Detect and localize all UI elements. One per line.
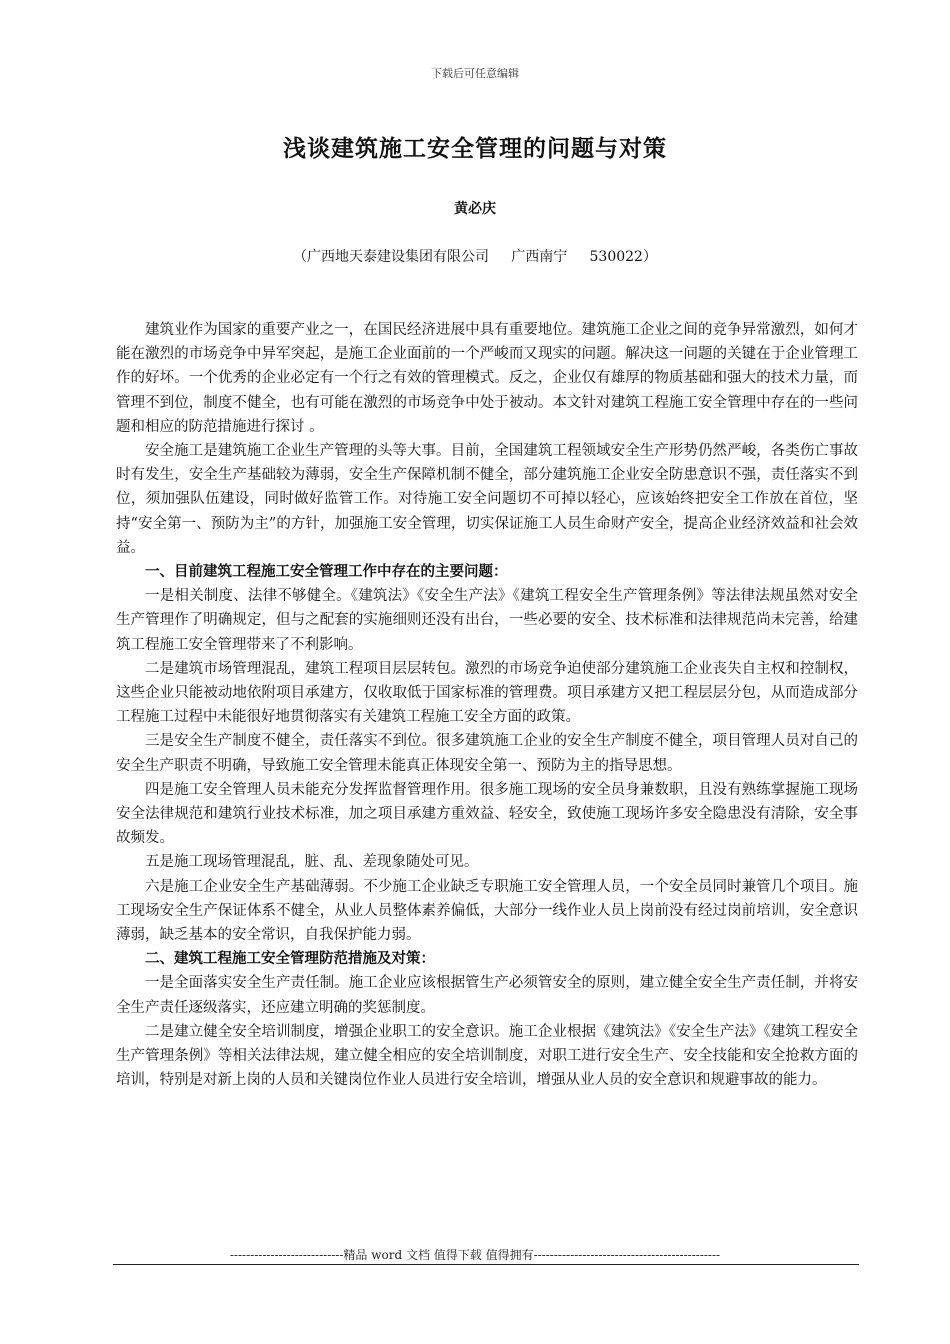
footer-text: ----------------------------精品 word 文档 值得下载 值得拥有---------------------------------------------- xyxy=(229,1248,721,1262)
section-heading-measures: 二、建筑工程施工安全管理防范措施及对策： xyxy=(145,950,435,968)
paragraph-problem-1: 一是相关制度、法律不够健全。《建筑法》《安全生产法》《建筑工程安全生产管理条例》等法律法规虽然对安全生产管理作了明确规定，但与之配套的实施细则还没有出台，一些必要的安全、技术标准和法律规范尚未完善，给建筑工程施工安全管理带来了不利影响。 xyxy=(116,588,858,653)
paragraph-intro: 建筑业作为国家的重要产业之一，在国民经济进展中具有重要地位。建筑施工企业之间的竞争异常激烈，如何才能在激烈的市场竞争中异军突起，是施工企业面前的一个严峻而又现实的问题。解决这一问题的关键在于企业管理工作的好坏。一个优秀的企业必定有一个行之有效的管理模式。反之，企业仅有雄厚的物质基础和强大的技术力量，而管理不到位，制度不健全，也有可能在激烈的市场竞争中处于被动。本文针对建筑工程施工安全管理中存在的一些问题和相应的防范措施进行探讨 。 xyxy=(116,322,858,435)
article-title: 浅谈建筑施工安全管理的问题与对策 xyxy=(283,135,667,162)
section-heading-problems: 一、目前建筑工程施工安全管理工作中存在的主要问题： xyxy=(145,563,508,581)
paragraph-problem-2: 二是建筑市场管理混乱，建筑工程项目层层转包。激烈的市场竞争迫使部分建筑施工企业丧失自主权和控制权，这些企业只能被动地依附项目承建方，仅收取低于国家标准的管理费。项目承建方又把工程层层分包，从而造成部分工程施工过程中未能很好地贯彻落实有关建筑工程施工安全方面的政策。 xyxy=(116,660,858,726)
author-affiliation: （广西地天泰建设集团有限公司 广西南宁 530022） xyxy=(293,249,657,265)
paragraph-problem-4: 四是施工安全管理人员未能充分发挥监督管理作用。很多施工现场的安全员身兼数职，且没有熟练掌握施工现场安全法律规范和建筑行业技术标准，加之项目承建方重效益、轻安全，致使施工现场许多安全隐患没有清除，安全事故频发。 xyxy=(116,781,858,847)
paragraph-measure-1: 一是全面落实安全生产责任制。施工企业应该根据管生产必须管安全的原则，建立健全安全生产责任制，并将安全生产责任逐级落实，还应建立明确的奖惩制度。 xyxy=(116,975,858,1016)
paragraph-problem-5: 五是施工现场管理混乱，脏、乱、差现象随处可见。 xyxy=(145,854,479,871)
header-note: 下载后可任意编辑 xyxy=(431,67,519,80)
author-name: 黄必庆 xyxy=(454,201,496,217)
paragraph-measure-2: 二是建立健全安全培训制度，增强企业职工的安全意识。施工企业根据《建筑法》《安全生产法》《建筑工程安全生产管理条例》等相关法律法规，建立健全相应的安全培训制度，对职工进行安全生产、安全技能和安全抢救方面的培训，特别是对新上岗的人员和关键岗位作业人员进行安全培训，增强从业人员的安全意识和规避事故的能力。 xyxy=(116,1023,858,1089)
paragraph-safety-priority: 安全施工是建筑施工企业生产管理的头等大事。目前，全国建筑工程领域安全生产形势仍然严峻，各类伤亡事故时有发生，安全生产基础较为薄弱，安全生产保障机制不健全，部分建筑施工企业安全防患意识不强，责任落实不到位，须加强队伍建设，同时做好监管工作。对待施工安全问题切不可掉以轻心，应该始终把安全工作放在首位，坚持“安全第一、预防为主”的方针，加强施工安全管理，切实保证施工人员生命财产安全，提高企业经济效益和社会效益。 xyxy=(116,443,858,556)
footer-divider xyxy=(113,1264,859,1265)
paragraph-problem-6: 六是施工企业安全生产基础薄弱。不少施工企业缺乏专职施工安全管理人员，一个安全员同时兼管几个项目。施工现场安全生产保证体系不健全，从业人员整体素养偏低，大部分一线作业人员上岗前没有经过岗前培训，安全意识薄弱，缺乏基本的安全常识，自我保护能力弱。 xyxy=(116,878,858,944)
article-body xyxy=(116,318,858,1093)
paragraph-problem-3: 三是安全生产制度不健全，责任落实不到位。很多建筑施工企业的安全生产制度不健全，项目管理人员对自己的安全生产职责不明确，导致施工安全管理未能真正体现安全第一、预防为主的指导思想。 xyxy=(116,733,858,774)
